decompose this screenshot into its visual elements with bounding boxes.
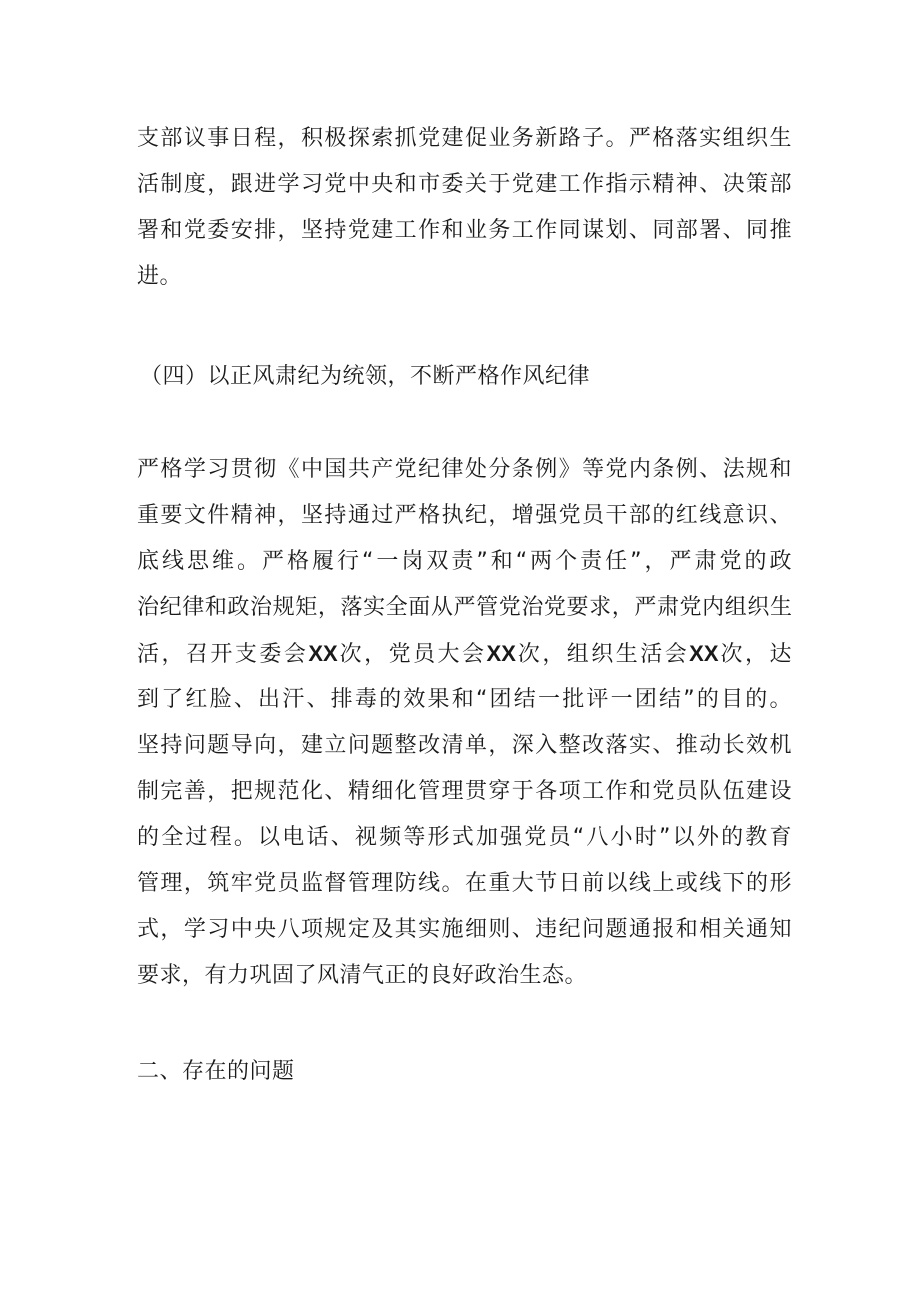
text-segment: 活，召开支委会 [137,642,309,667]
text-segment: 次，组织生活会 [515,642,690,667]
paragraph-line-with-counts [137,639,792,670]
paragraph-line: 要求，有力巩固了风清气正的良好政治生态。 [137,963,588,988]
paragraph-line: 治纪律和政治规矩，落实全面从严管党治党要求，严肃党内组织生 [137,595,792,620]
sub-heading: （四）以正风肃纪为统领，不断严格作风纪律 [140,364,591,389]
paragraph-line: 活制度，跟进学习党中央和市委关于党建工作指示精神、决策部 [137,172,792,197]
section-heading: 二、存在的问题 [137,1059,295,1084]
text-segment: 次，党员大会 [337,642,487,667]
paragraph-line: 重要文件精神，坚持通过严格执纪，增强党员干部的红线意识、 [137,503,792,528]
text-segment: 次，达 [718,642,792,667]
count-placeholder: XX [689,641,719,666]
paragraph-line: 制完善，把规范化、精细化管理贯穿于各项工作和党员队伍建设 [137,779,792,804]
paragraph-line: 支部议事日程，积极探索抓党建促业务新路子。严格落实组织生 [137,126,792,151]
paragraph-line: 式，学习中央八项规定及其实施细则、违纪问题通报和相关通知 [137,917,792,942]
paragraph-line: 署和党委安排，坚持党建工作和业务工作同谋划、同部署、同推 [137,218,792,243]
count-placeholder: XX [486,641,516,666]
count-placeholder: XX [308,641,338,666]
paragraph-line: 到了红脸、出汗、排毒的效果和“团结一批评一团结”的目的。 [137,687,792,712]
paragraph-line: 严格学习贯彻《中国共产党纪律处分条例》等党内条例、法规和 [137,457,792,482]
paragraph-line: 的全过程。以电话、视频等形式加强党员“八小时”以外的教育 [137,825,792,850]
paragraph-line: 底线思维。严格履行“一岗双责”和“两个责任”，严肃党的政 [137,549,792,574]
paragraph-line: 坚持问题导向，建立问题整改清单，深入整改落实、推动长效机 [137,733,792,758]
paragraph-line: 管理，筑牢党员监督管理防线。在重大节日前以线上或线下的形 [137,871,792,896]
paragraph-line: 进。 [137,264,183,289]
